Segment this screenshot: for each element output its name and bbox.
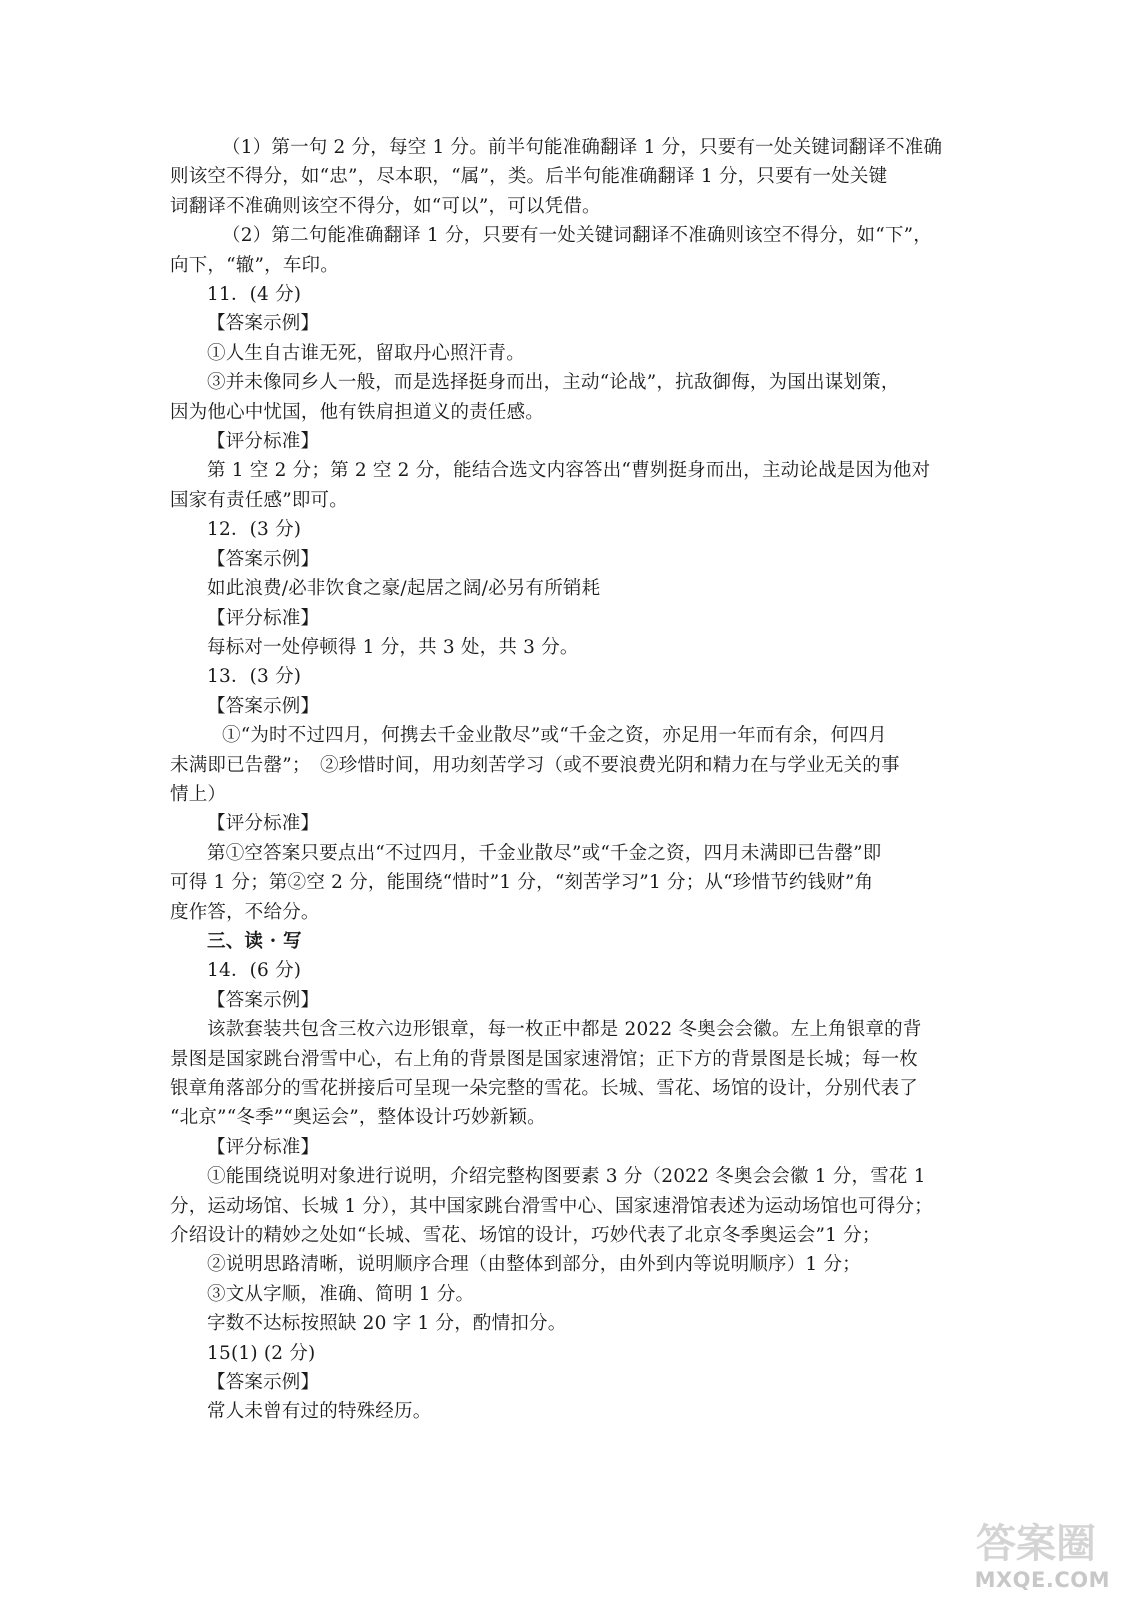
text-line: 每标对一处停顿得 1 分，共 3 处，共 3 分。	[207, 636, 579, 658]
section-label: 【答案示例】	[207, 548, 320, 570]
question-heading: 15(1) (2 分)	[207, 1342, 316, 1364]
text-line: 常人未曾有过的特殊经历。	[207, 1401, 432, 1423]
text-line: （2）第二句能准确翻译 1 分，只要有一处关键词翻译不准确则该空不得分，如“下”，	[222, 225, 932, 247]
watermark-url: MXQE.COM	[974, 1568, 1110, 1592]
text-line: 词翻译不准确则该空不得分，如“可以”，可以凭借。	[170, 195, 601, 217]
text-line: 可得 1 分；第②空 2 分，能围绕“惜时”1 分，“刻苦学习”1 分；从“珍惜节约钱财”角	[170, 872, 874, 894]
text-line: ①能围绕说明对象进行说明，介绍完整构图要素 3 分（2022 冬奥会会徽 1 分，雪花 1	[207, 1166, 926, 1188]
section-label: 【答案示例】	[207, 989, 320, 1011]
text-line: 向下，“辙”，车印。	[170, 254, 339, 276]
section-label: 【答案示例】	[207, 695, 320, 717]
text-line: “北京”“冬季”“奥运会”，整体设计巧妙新颖。	[170, 1107, 546, 1129]
text-line: 情上）	[170, 783, 227, 805]
section-label: 【答案示例】	[207, 313, 320, 335]
text-line: ③并未像同乡人一般，而是选择挺身而出，主动“论战”，抗敌御侮，为国出谋划策，	[207, 372, 900, 394]
text-line: 国家有责任感”即可。	[170, 489, 348, 511]
text-line: 未满即已告罄”； ②珍惜时间，用功刻苦学习（或不要浪费光阴和精力在与学业无关的事	[170, 754, 900, 776]
text-line: 字数不达标按照缺 20 字 1 分，酌情扣分。	[207, 1313, 567, 1335]
section-label: 【评分标准】	[207, 431, 320, 453]
part-heading: 三、读 · 写	[207, 930, 302, 952]
section-label: 【评分标准】	[207, 607, 320, 629]
text-line: 景图是国家跳台滑雪中心，右上角的背景图是国家速滑馆；正下方的背景图是长城；每一枚	[170, 1048, 919, 1070]
text-line: 该款套装共包含三枚六边形银章，每一枚正中都是 2022 冬奥会会徽。左上角银章的背	[207, 1019, 922, 1041]
text-line: 第①空答案只要点出“不过四月，千金业散尽”或“千金之资，四月未满即已告罄”即	[207, 842, 882, 864]
watermark-logo: 答案圈	[976, 1521, 1096, 1567]
document-body	[170, 133, 970, 1427]
text-line: 因为他心中忧国，他有铁肩担道义的责任感。	[170, 401, 545, 423]
text-line: （1）第一句 2 分，每空 1 分。前半句能准确翻译 1 分，只要有一处关键词翻译不准确	[222, 137, 943, 158]
text-line: ①“为时不过四月，何携去千金业散尽”或“千金之资，亦足用一年而有余，何四月	[222, 725, 887, 747]
text-line: ③文从字顺，准确、简明 1 分。	[207, 1283, 475, 1305]
text-line: 如此浪费/必非饮食之豪/起居之阔/必另有所销耗	[207, 578, 601, 600]
text-line: 则该空不得分，如“忠”，尽本职，“属”，类。后半句能准确翻译 1 分，只要有一处关键	[170, 166, 888, 188]
text-line: 第 1 空 2 分；第 2 空 2 分，能结合选文内容答出“曹刿挺身而出，主动论战是因为他对	[207, 460, 931, 482]
section-label: 【评分标准】	[207, 813, 320, 835]
question-heading: 14．(6 分)	[207, 960, 302, 982]
question-heading: 11．(4 分)	[207, 284, 302, 306]
text-line: 度作答，不给分。	[170, 901, 320, 923]
text-line: 介绍设计的精妙之处如“长城、雪花、场馆的设计，巧妙代表了北京冬季奥运会”1 分；	[170, 1225, 881, 1247]
question-heading: 12．(3 分)	[207, 519, 302, 541]
section-label: 【答案示例】	[207, 1372, 320, 1394]
text-line: 银章角落部分的雪花拼接后可呈现一朵完整的雪花。长城、雪花、场馆的设计，分别代表了	[170, 1078, 919, 1099]
text-line: ②说明思路清晰，说明顺序合理（由整体到部分，由外到内等说明顺序）1 分；	[207, 1254, 861, 1276]
watermark	[964, 1512, 1114, 1592]
text-line: 分，运动场馆、长城 1 分），其中国家跳台滑雪中心、国家速滑馆表述为运动场馆也可得分；	[170, 1195, 933, 1217]
text-line: ①人生自古谁无死，留取丹心照汗青。	[207, 342, 525, 364]
section-label: 【评分标准】	[207, 1136, 320, 1158]
question-heading: 13．(3 分)	[207, 666, 302, 688]
